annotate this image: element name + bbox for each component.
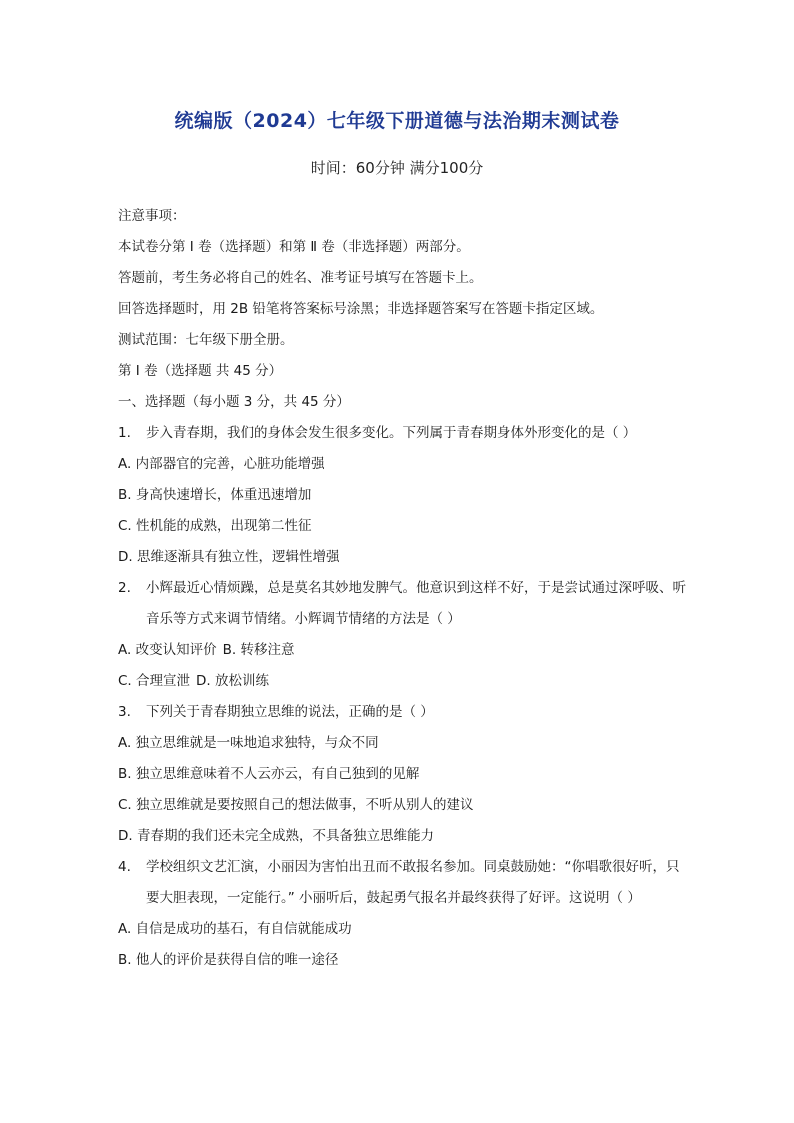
option-d: D. 思维逐渐具有独立性，逻辑性增强	[118, 549, 340, 565]
question-2	[118, 573, 688, 635]
notice-line: 测试范围：七年级下册全册。	[118, 332, 294, 348]
notice-line: 本试卷分第 Ⅰ 卷（选择题）和第 Ⅱ 卷（非选择题）两部分。	[118, 239, 470, 255]
option-b: B. 身高快速增长，体重迅速增加	[118, 487, 312, 503]
option-d: D. 放松训练	[196, 673, 269, 689]
question-text: 小辉最近心情烦躁，总是莫名其妙地发脾气。他意识到这样不好，于是尝试通过深呼吸、听音乐等方式来调节情绪。小辉调节情绪的方法是（ ）	[146, 580, 686, 627]
exam-body	[118, 201, 688, 976]
option-b: B. 独立思维意味着不人云亦云，有自己独到的见解	[118, 766, 420, 782]
option-a: A. 改变认知评价	[118, 642, 217, 658]
option-c: C. 合理宣泄	[118, 673, 191, 689]
exam-title: 统编版（2024）七年级下册道德与法治期末测试卷	[174, 110, 620, 132]
option-c: C. 性机能的成熟，出现第二性征	[118, 518, 312, 534]
question-3	[118, 697, 688, 728]
options-row	[118, 666, 688, 697]
option-b: B. 他人的评价是获得自信的唯一途径	[118, 952, 339, 968]
option-c: C. 独立思维就是要按照自己的想法做事，不听从别人的建议	[118, 797, 474, 813]
option-d: D. 青春期的我们还未完全成熟，不具备独立思维能力	[118, 828, 434, 844]
notice-line: 回答选择题时，用 2B 铅笔将答案标号涂黑；非选择题答案写在答题卡指定区域。	[118, 301, 604, 317]
option-a: A. 独立思维就是一味地追求独特，与众不同	[118, 735, 379, 751]
option-a: A. 自信是成功的基石，有自信就能成功	[118, 921, 352, 937]
section-heading: 一、选择题（每小题 3 分，共 45 分）	[118, 394, 350, 410]
notice-heading: 注意事项：	[118, 208, 186, 224]
part-heading: 第 Ⅰ 卷（选择题 共 45 分）	[118, 363, 283, 379]
options-row	[118, 635, 688, 666]
question-number: 1.	[118, 425, 131, 441]
question-text: 学校组织文艺汇演，小丽因为害怕出丑而不敢报名参加。同桌鼓励她：“你唱歌很好听，只要大胆表现，一定能行。” 小丽听后，鼓起勇气报名并最终获得了好评。这说明（ ）	[146, 859, 680, 906]
question-text: 步入青春期，我们的身体会发生很多变化。下列属于青春期身体外形变化的是（ ）	[146, 425, 637, 441]
question-number: 4.	[118, 859, 131, 875]
question-4	[118, 852, 688, 914]
question-number: 3.	[118, 704, 131, 720]
question-text: 下列关于青春期独立思维的说法，正确的是（ ）	[146, 704, 434, 720]
option-a: A. 内部器官的完善，心脏功能增强	[118, 456, 325, 472]
notice-line: 答题前，考生务必将自己的姓名、准考证号填写在答题卡上。	[118, 270, 483, 286]
question-1	[118, 418, 688, 449]
option-b: B. 转移注意	[222, 642, 295, 658]
question-number: 2.	[118, 580, 131, 596]
exam-time-score: 时间：60分钟 满分100分	[310, 159, 484, 177]
